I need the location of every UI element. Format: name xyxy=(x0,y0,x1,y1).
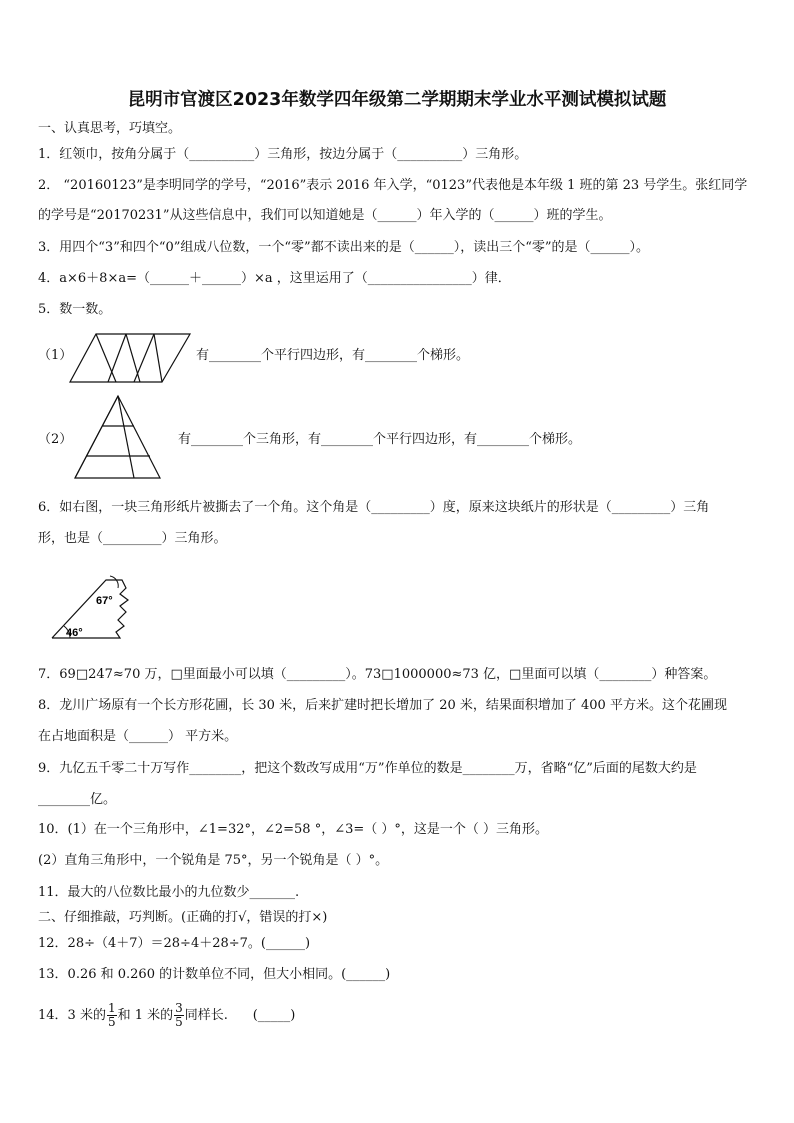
question-5-part-1-label: （1） xyxy=(38,348,73,363)
parallelogram-figure xyxy=(68,330,194,386)
question-13: 13．0.26 和 0.260 的计数单位不同，但大小相同。(______) xyxy=(38,967,391,982)
question-14 xyxy=(38,1002,295,1030)
question-3: 3．用四个“3”和四个“0”组成八位数，一个“零”都不读出来的是（______），读出三个“零”的是（______）。 xyxy=(38,240,649,255)
question-10-part-2: (2）直角三角形中，一个锐角是 75°，另一个锐角是（ ）°。 xyxy=(38,853,389,868)
fraction-three-fifths xyxy=(174,1002,184,1029)
question-1: 1．红领巾，按角分属于（__________）三角形，按边分属于（__________）三角形。 xyxy=(38,147,528,162)
question-7: 7．69□247≈70 万，□里面最小可以填（_________）。73□1000000≈73 亿，□里面可以填（________）种答案。 xyxy=(38,667,717,682)
page-title: 昆明市官渡区2023年数学四年级第二学期期末学业水平测试模拟试题 xyxy=(127,90,667,110)
question-5-part-1-text: 有________个平行四边形，有________个梯形。 xyxy=(196,348,470,363)
question-10-part-1: 10．(1）在一个三角形中，∠1=32°，∠2=58 °，∠3=（ ）°，这是一个（ ）三角形。 xyxy=(38,822,549,837)
section-1-heading: 一、认真思考，巧填空。 xyxy=(38,121,182,136)
question-12: 12．28÷（4＋7）＝28÷4＋28÷7。(______) xyxy=(38,936,311,951)
question-5-part-2-text: 有________个三角形，有________个平行四边形，有________个梯形。 xyxy=(178,432,582,447)
torn-triangle-figure xyxy=(48,574,134,642)
question-2-line-2: 的学号是“20170231”从这些信息中，我们可以知道她是（______）年入学的（______）班的学生。 xyxy=(38,208,612,223)
question-9-line-1: 9．九亿五千零二十万写作________，把这个数改写成用“万”作单位的数是________万，省略“亿”后面的尾数大约是 xyxy=(38,761,697,776)
question-14-suffix: 同样长. (_____) xyxy=(184,1008,296,1023)
question-14-middle: 和 1 米的 xyxy=(117,1008,174,1023)
angle-label-67: 67° xyxy=(96,595,113,607)
section-2-heading: 二、仔细推敲，巧判断。(正确的打√，错误的打×) xyxy=(38,910,328,925)
question-2-line-1: 2． “20160123”是李明同学的学号，“2016”表示 2016 年入学，“0123”代表他是本年级 1 班的第 23 号学生。张红同学 xyxy=(38,178,748,193)
question-5-part-2-label: （2） xyxy=(38,432,73,447)
fraction-one-fifth xyxy=(107,1002,117,1029)
question-8-line-1: 8．龙川广场原有一个长方形花圃，长 30 米，后来扩建时把长增加了 20 米，结果面积增加了 400 平方米。这个花圃现 xyxy=(38,698,727,713)
fraction-2-denominator: 5 xyxy=(175,1015,183,1029)
fraction-1-denominator: 5 xyxy=(107,1015,116,1029)
fraction-2-numerator: 3 xyxy=(175,1001,183,1015)
question-14-prefix: 14．3 米的 xyxy=(38,1008,106,1023)
question-4: 4．a×6＋8×a=（______＋______）×a ，这里运用了（________________）律． xyxy=(38,271,511,286)
question-5: 5．数一数。 xyxy=(38,302,112,317)
question-6-line-2: 形，也是（_________）三角形。 xyxy=(38,531,227,546)
question-11: 11．最大的八位数比最小的九位数少_______. xyxy=(38,885,300,900)
question-9-line-2: ________亿。 xyxy=(38,792,117,807)
question-8-line-2: 在占地面积是（______） 平方米。 xyxy=(38,729,238,744)
question-6-line-1: 6．如右图，一块三角形纸片被撕去了一个角。这个角是（_________）度，原来这块纸片的形状是（_________）三角 xyxy=(38,500,710,515)
angle-label-46: 46° xyxy=(66,627,83,639)
triangle-figure xyxy=(72,394,164,482)
fraction-1-numerator: 1 xyxy=(107,1001,116,1015)
